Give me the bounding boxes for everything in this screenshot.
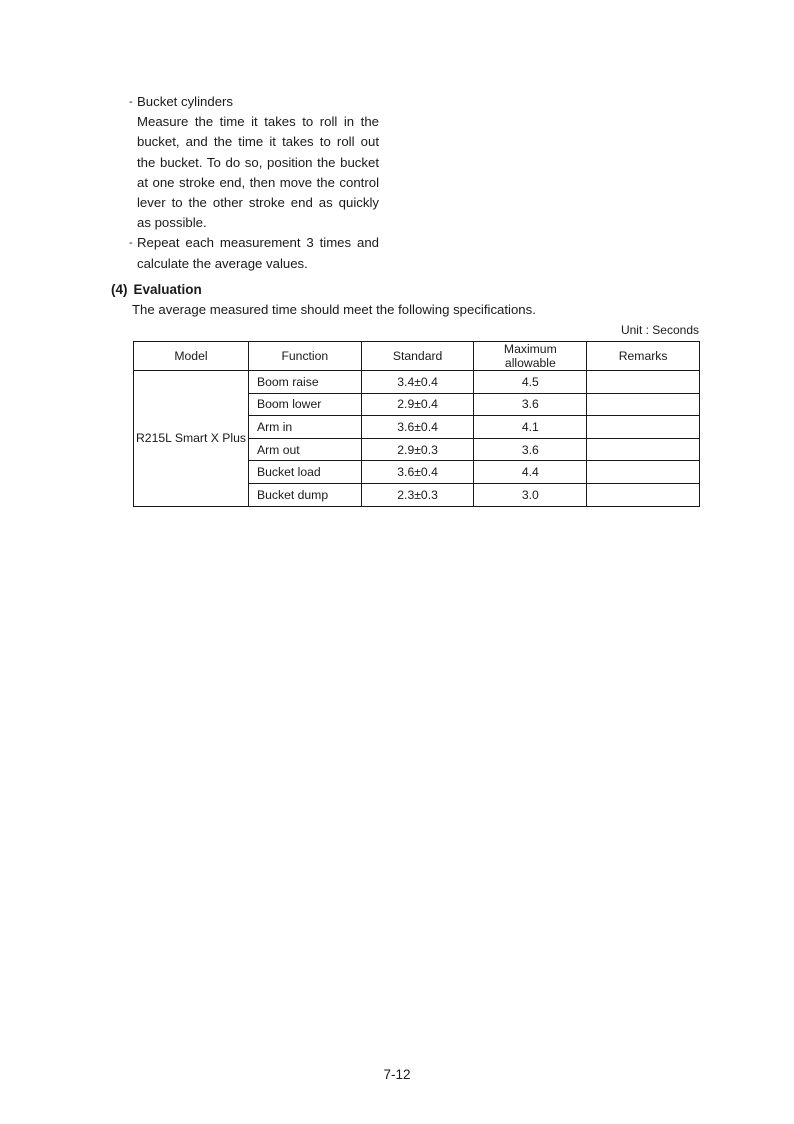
standard-cell: 2.9±0.4 (361, 393, 474, 416)
max-cell: 3.0 (474, 483, 587, 506)
bullet-item-bucket-cylinders (129, 92, 379, 112)
function-cell: Boom raise (248, 371, 361, 394)
remarks-cell (587, 393, 700, 416)
bullet-item-repeat (129, 233, 379, 273)
model-cell: R215L Smart X Plus (134, 371, 249, 507)
table-header-row (134, 342, 700, 371)
max-cell: 4.4 (474, 461, 587, 484)
max-cell: 4.5 (474, 371, 587, 394)
remarks-cell (587, 461, 700, 484)
section-description: The average measured time should meet the following specifications. (132, 302, 536, 317)
function-cell: Arm in (248, 416, 361, 439)
function-cell: Bucket load (248, 461, 361, 484)
function-cell: Bucket dump (248, 483, 361, 506)
standard-cell: 2.3±0.3 (361, 483, 474, 506)
header-standard: Standard (361, 342, 474, 371)
function-cell: Arm out (248, 438, 361, 461)
standard-cell: 3.6±0.4 (361, 461, 474, 484)
remarks-cell (587, 416, 700, 439)
bullet-list (129, 92, 379, 274)
bullet-paragraph: Measure the time it takes to roll in the bucket, and the time it takes to roll out the bucket. To do so, position the bucket at one stroke end, then move the control lever to the other stroke end as quickly as possible. (137, 114, 379, 231)
header-remarks: Remarks (587, 342, 700, 371)
remarks-cell (587, 371, 700, 394)
specification-table (133, 341, 700, 507)
header-maximum-allowable: Maximum allowable (474, 342, 587, 371)
bullet-text: Repeat each measurement 3 times and calculate the average values. (137, 235, 379, 271)
max-cell: 3.6 (474, 438, 587, 461)
section-title: Evaluation (133, 282, 202, 297)
section-heading (111, 280, 202, 300)
header-model: Model (134, 342, 249, 371)
standard-cell: 3.6±0.4 (361, 416, 474, 439)
unit-label: Unit : Seconds (620, 323, 699, 337)
bullet-mark: - (129, 237, 133, 250)
max-cell: 3.6 (474, 393, 587, 416)
standard-cell: 2.9±0.3 (361, 438, 474, 461)
bullet-heading: Bucket cylinders (137, 94, 234, 109)
table-row (134, 371, 700, 394)
header-function: Function (248, 342, 361, 371)
remarks-cell (587, 483, 700, 506)
bullet-mark: - (129, 96, 133, 108)
remarks-cell (587, 438, 700, 461)
standard-cell: 3.4±0.4 (361, 371, 474, 394)
page-number: 7-12 (383, 1067, 411, 1082)
max-cell: 4.1 (474, 416, 587, 439)
function-cell: Boom lower (248, 393, 361, 416)
section-number: (4) (111, 282, 128, 297)
